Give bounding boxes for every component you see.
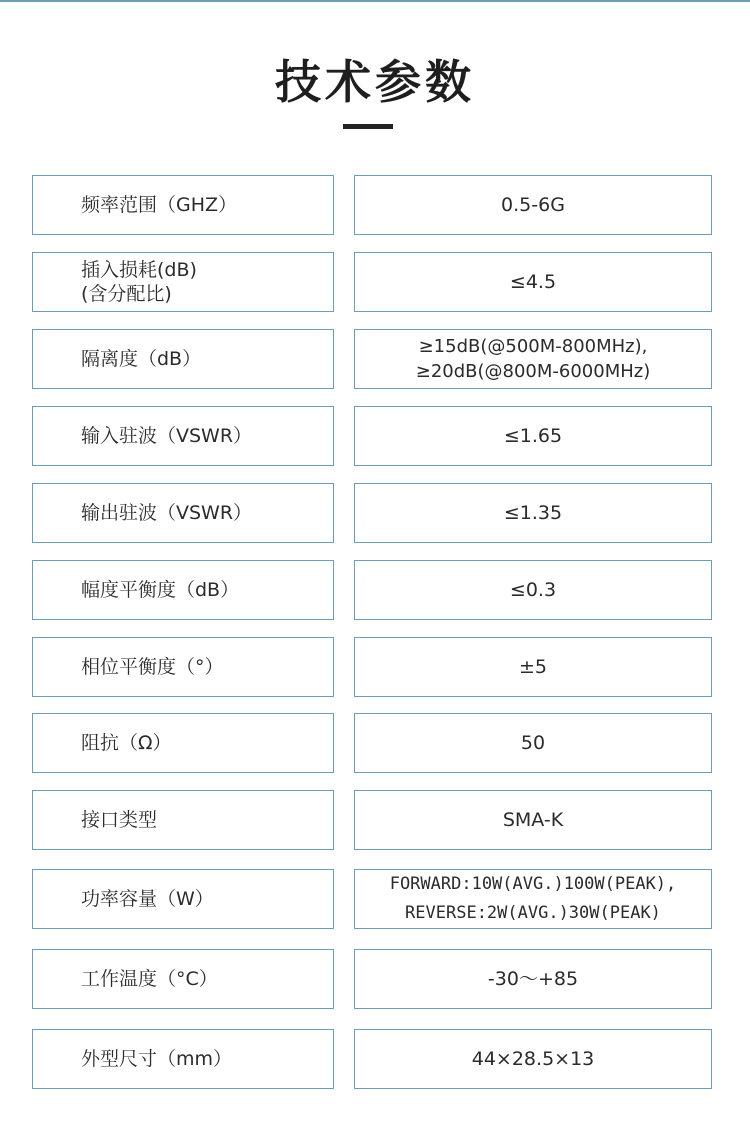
spec-value-insertion-loss xyxy=(354,252,712,312)
spec-value-text: -30～+85 xyxy=(487,968,579,990)
spec-label-amplitude-balance xyxy=(32,560,334,620)
spec-label-insertion-loss xyxy=(32,252,334,312)
spec-label-text: 外型尺寸（mm） xyxy=(81,1048,233,1070)
spec-label-operating-temperature xyxy=(32,949,334,1009)
spec-value-dimensions xyxy=(354,1029,712,1089)
title-underline xyxy=(343,124,393,129)
spec-label-text: 工作温度（°C） xyxy=(81,968,218,990)
spec-label-text: 阻抗（Ω） xyxy=(81,732,172,754)
spec-label-isolation xyxy=(32,329,334,389)
spec-value-text: ≥15dB(@500M-800MHz), ≥20dB(@800M-6000MHz) xyxy=(415,336,651,382)
spec-value-text: 50 xyxy=(520,732,546,754)
spec-label-dimensions xyxy=(32,1029,334,1089)
page-title: 技术参数 xyxy=(275,55,475,109)
spec-label-connector-type xyxy=(32,790,334,850)
spec-value-power-capacity xyxy=(354,869,712,929)
spec-value-text: 0.5-6G xyxy=(501,194,565,216)
spec-label-text: 插入损耗(dB) (含分配比) xyxy=(81,259,197,305)
spec-value-text: ≤0.3 xyxy=(509,579,557,601)
spec-label-text: 功率容量（W） xyxy=(81,888,214,910)
spec-value-text: FORWARD:10W(AVG.)100W(PEAK), REVERSE:2W(AVG.)30W(PEAK) xyxy=(389,874,677,923)
spec-label-text: 频率范围（GHZ） xyxy=(81,194,238,216)
spec-label-phase-balance xyxy=(32,637,334,697)
spec-label-text: 相位平衡度（°） xyxy=(81,656,224,678)
spec-value-output-vswr xyxy=(354,483,712,543)
spec-value-text: ±5 xyxy=(518,656,547,678)
spec-label-text: 幅度平衡度（dB） xyxy=(81,579,240,601)
spec-label-text: 输入驻波（VSWR） xyxy=(81,425,253,447)
spec-value-input-vswr xyxy=(354,406,712,466)
spec-label-text: 输出驻波（VSWR） xyxy=(81,502,253,524)
spec-value-text: ≤4.5 xyxy=(509,271,557,293)
spec-value-text: 44×28.5×13 xyxy=(471,1048,595,1070)
spec-label-frequency-range xyxy=(32,175,334,235)
spec-value-frequency-range xyxy=(354,175,712,235)
spec-label-power-capacity xyxy=(32,869,334,929)
spec-value-impedance xyxy=(354,713,712,773)
spec-value-connector-type xyxy=(354,790,712,850)
spec-label-output-vswr xyxy=(32,483,334,543)
spec-label-text: 隔离度（dB） xyxy=(81,348,202,370)
spec-value-operating-temperature xyxy=(354,949,712,1009)
spec-value-phase-balance xyxy=(354,637,712,697)
spec-label-text: 接口类型 xyxy=(81,809,158,831)
spec-value-text: ≤1.65 xyxy=(503,425,563,447)
spec-value-isolation xyxy=(354,329,712,389)
spec-value-text: ≤1.35 xyxy=(503,502,563,524)
spec-value-text: SMA-K xyxy=(502,809,564,831)
spec-value-amplitude-balance xyxy=(354,560,712,620)
top-divider-line xyxy=(0,0,750,2)
spec-label-input-vswr xyxy=(32,406,334,466)
spec-label-impedance xyxy=(32,713,334,773)
